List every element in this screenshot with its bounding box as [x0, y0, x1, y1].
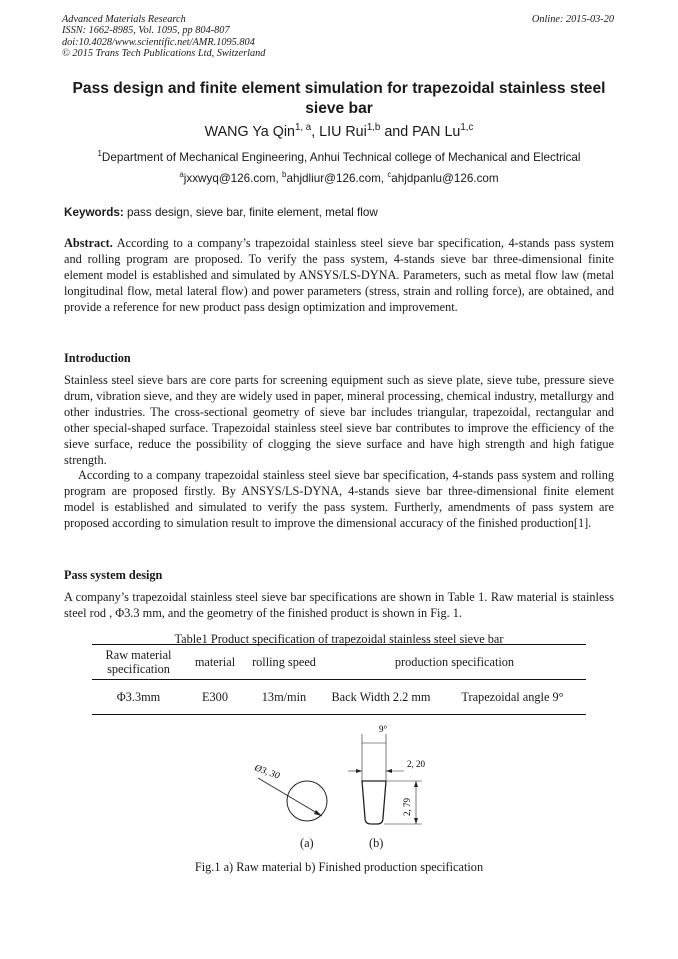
doi-line[interactable]: doi:10.4028/www.scientific.net/AMR.1095.804 [62, 36, 255, 48]
author-sup: 1,b [366, 122, 381, 134]
affiliation-text: Department of Mechanical Engineering, Anhui Technical college of Mechanical and Electrical [101, 151, 581, 164]
author-sup: 1, a [294, 122, 312, 134]
height-arrowhead [414, 818, 418, 824]
height-arrowhead [414, 781, 418, 787]
keywords-text: pass design, sieve bar, finite element, metal flow [123, 206, 378, 219]
table-header-cell: production specification [394, 654, 515, 669]
email-list [60, 172, 618, 185]
author-list [60, 124, 618, 140]
specification-table [92, 644, 586, 715]
table-cell: 13m/min [261, 689, 307, 704]
table-header-row [92, 645, 586, 680]
table-cell: Φ3.3mm [116, 689, 161, 704]
introduction-paragraph-2: According to a company trapezoidal stainless steel sieve bar specification, 4-stands pass system and rolling program are proposed firstly. By ANSYS/LS-DYNA, 4-stands sieve bar three-dimensional finite element model is established and simulated to verify the pass system. Furtherly, amendments of pass system are proposed according to simulation result to improve the dimensional accuracy of the finished production[1]. [64, 468, 614, 530]
author-separator: and [380, 124, 413, 140]
table-cell: Back Width 2.2 mm [331, 689, 431, 704]
copyright-line: © 2015 Trans Tech Publications Ltd, Switzerland [62, 48, 266, 60]
email-sup: b [282, 170, 287, 180]
affiliation [60, 151, 618, 164]
email-link[interactable]: jxxwyq@126.com, [183, 172, 283, 185]
abstract-label: Abstract. [64, 236, 113, 250]
figure-1-drawing [240, 720, 440, 850]
email-link[interactable]: ahjdliur@126.com, [286, 172, 388, 185]
angle-dimension-label: 9° [379, 724, 388, 734]
table-header-cell: Raw material specification [105, 647, 172, 676]
author-separator: , [311, 124, 320, 140]
journal-header [62, 14, 265, 60]
journal-name: Advanced Materials Research [62, 14, 186, 25]
section-heading-introduction: Introduction [64, 351, 131, 365]
diameter-arrowhead [314, 810, 322, 816]
keywords [64, 206, 378, 219]
issn-line: ISSN: 1662-8985, Vol. 1095, pp 804-807 [62, 25, 230, 37]
email-sup: a [179, 170, 184, 180]
figure-label-b: (b) [369, 836, 384, 850]
table-header-cell: rolling speed [252, 654, 316, 669]
figure-label-a: (a) [300, 836, 314, 850]
abstract-text: According to a company’s trapezoidal stainless steel sieve bar specification, 4-stands pass system and rolling program are proposed. To verify the pass system, 4-stands sieve bar three-dimensional finite element model is established and simulated by ANSYS/LS-DYNA. Parameters, such as metal flow law (metal longitudinal flow, metal lateral flow) and power parameters (stress, strain and rolling force), are obtained, and provide a reference for new product pass design optimization and improvement. [64, 236, 614, 314]
width-arrowhead [356, 769, 362, 773]
trapezoid-profile [362, 781, 386, 824]
abstract [64, 236, 614, 316]
section-heading-pass-system: Pass system design [64, 568, 163, 582]
width-dimension-label: 2, 20 [407, 759, 425, 769]
diameter-leader-line [258, 778, 322, 816]
online-date: Online: 2015-03-20 [531, 14, 614, 25]
keywords-label: Keywords: [64, 206, 124, 219]
figure-caption: Fig.1 a) Raw material b) Finished production specification [194, 860, 484, 874]
affiliation-sup: 1 [97, 149, 102, 159]
height-dimension-label: 2, 79 [402, 798, 412, 816]
pass-system-paragraph: A company’s trapezoidal stainless steel sieve bar specifications are shown in Table 1. Raw material is stainless steel rod , Φ3.3 mm, and the geometry of the finished product is shown in Fig. 1. [64, 590, 614, 620]
table-cell: Trapezoidal angle 9° [461, 689, 564, 704]
paper-title: Pass design and finite element simulation for trapezoidal stainless steel sieve bar [72, 80, 606, 117]
email-link[interactable]: ahjdpanlu@126.com [391, 172, 499, 185]
diameter-dimension-label: Ø3, 30 [252, 763, 281, 782]
author-name: LIU Rui [319, 124, 367, 140]
table-row [92, 680, 586, 715]
table-header-cell: material [194, 654, 236, 669]
author-name: PAN Lu [412, 124, 461, 140]
author-name: WANG Ya Qin [204, 124, 295, 140]
width-arrowhead [386, 769, 392, 773]
email-sup: c [387, 170, 392, 180]
introduction-paragraph-1: Stainless steel sieve bars are core parts for screening equipment such as sieve plate, sieve tube, pressure sieve drum, vibration sieve, and they are widely used in paper, mineral processing, chemical industry, metallurgy and other industries. The cross-sectional geometry of sieve bar includes triangular, trapezoidal, rectangular and other special-shaped surface. Trapezoidal stainless steel sieve bar contributes to improve the efficiency of the sieve surface, reduce the possibility of clogging the sieve surface and have high strength and high fatigue strength. [64, 373, 614, 467]
table-caption: Table1 Product specification of trapezoidal stainless steel sieve bar [174, 632, 504, 646]
author-sup: 1,c [460, 122, 474, 134]
table-cell: E300 [202, 689, 228, 704]
